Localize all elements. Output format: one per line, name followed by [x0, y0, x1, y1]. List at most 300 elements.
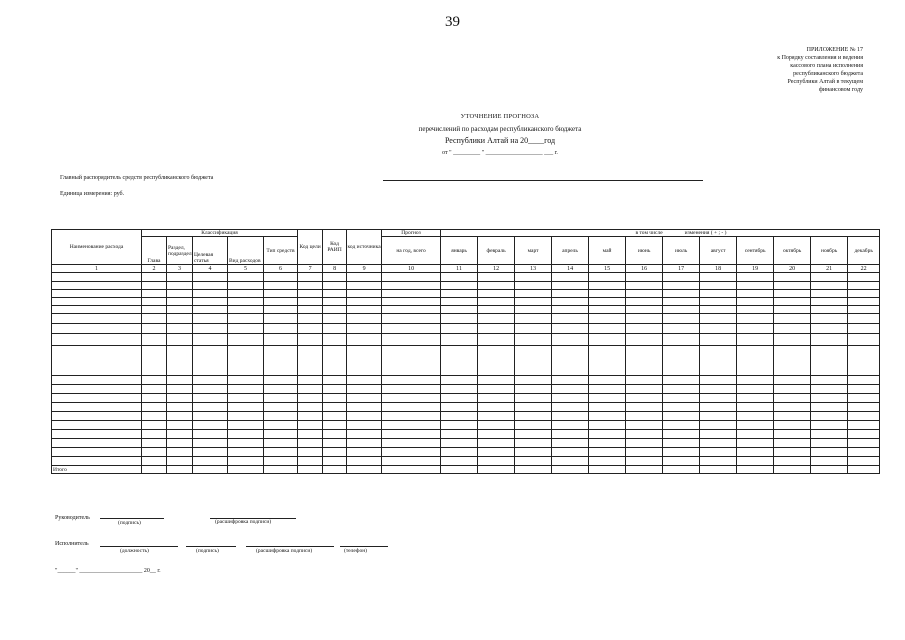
table-cell [589, 439, 626, 448]
table-cell [848, 403, 880, 412]
table-cell [811, 394, 848, 403]
table-cell [441, 290, 478, 298]
table-cell [264, 394, 298, 403]
table-cell [663, 290, 700, 298]
table-cell [515, 376, 552, 385]
table-cell [228, 334, 264, 346]
table-cell [626, 448, 663, 457]
table-cell [298, 448, 323, 457]
table-cell [626, 394, 663, 403]
table-cell [589, 298, 626, 306]
table-cell [811, 412, 848, 421]
table-cell [298, 282, 323, 290]
table-cell [515, 385, 552, 394]
table-cell [589, 430, 626, 439]
table-cell [552, 466, 589, 474]
table-cell [552, 376, 589, 385]
table-cell [478, 466, 515, 474]
table-cell [193, 466, 228, 474]
table-cell [515, 430, 552, 439]
table-cell [737, 385, 774, 394]
table-cell [142, 457, 167, 466]
table-cell [626, 290, 663, 298]
table-cell [811, 334, 848, 346]
column-number: 17 [663, 265, 700, 273]
appendix-line: кассового плана исполнения [790, 63, 863, 69]
total-label: Итого [52, 466, 142, 474]
column-number: 3 [167, 265, 193, 273]
table-cell [228, 385, 264, 394]
table-cell [142, 421, 167, 430]
table-cell [228, 298, 264, 306]
column-number: 2 [142, 265, 167, 273]
table-cell [323, 448, 347, 457]
table-cell [167, 403, 193, 412]
table-cell [700, 298, 737, 306]
table-cell [626, 298, 663, 306]
table-cell [382, 457, 441, 466]
table-cell [441, 282, 478, 290]
table-cell [700, 421, 737, 430]
table-cell [848, 306, 880, 314]
table-cell [142, 306, 167, 314]
table-cell [264, 457, 298, 466]
head-rassh-caption: (расшифровка подписи) [215, 519, 272, 525]
exec-rassh-line [246, 546, 334, 547]
table-cell [52, 412, 142, 421]
table-row [52, 439, 880, 448]
table-cell [589, 306, 626, 314]
table-cell [167, 306, 193, 314]
table-cell [347, 439, 382, 448]
table-cell [478, 439, 515, 448]
table-cell [737, 430, 774, 439]
table-cell [589, 394, 626, 403]
table-cell [347, 457, 382, 466]
table-cell [700, 394, 737, 403]
table-cell [663, 439, 700, 448]
table-cell [298, 412, 323, 421]
table-cell [811, 403, 848, 412]
table-cell [774, 324, 811, 334]
manager-label: Главный распорядитель средств республиканского бюджета [60, 175, 214, 181]
table-cell [848, 298, 880, 306]
table-cell [552, 282, 589, 290]
table-cell [663, 403, 700, 412]
column-number: 13 [515, 265, 552, 273]
table-cell [515, 282, 552, 290]
table-cell [264, 412, 298, 421]
column-number: 6 [264, 265, 298, 273]
table-cell [626, 403, 663, 412]
table-cell [848, 385, 880, 394]
table-cell [478, 430, 515, 439]
table-cell [626, 421, 663, 430]
table-cell [193, 298, 228, 306]
table-row [52, 298, 880, 306]
table-cell [700, 385, 737, 394]
table-cell [478, 298, 515, 306]
table-cell [700, 457, 737, 466]
table-cell [478, 385, 515, 394]
table-cell [848, 282, 880, 290]
table-cell [441, 306, 478, 314]
exec-podpis-line [186, 546, 236, 547]
table-cell [811, 385, 848, 394]
table-cell [193, 394, 228, 403]
table-cell [737, 448, 774, 457]
table-cell [382, 346, 441, 376]
title-line1: УТОЧНЕНИЕ ПРОГНОЗА [460, 113, 540, 120]
table-cell [382, 439, 441, 448]
table-cell [264, 421, 298, 430]
table-cell [228, 448, 264, 457]
table-cell [737, 334, 774, 346]
table-cell [515, 314, 552, 324]
table-cell [142, 385, 167, 394]
table-cell [382, 314, 441, 324]
head-podpis-caption: (подпись) [118, 520, 141, 526]
table-cell [552, 306, 589, 314]
table-cell [552, 314, 589, 324]
table-row [52, 412, 880, 421]
column-number: 14 [552, 265, 589, 273]
table-cell [298, 324, 323, 334]
appendix-note [743, 46, 863, 94]
table-cell [228, 412, 264, 421]
table-cell [663, 346, 700, 376]
exec-dolzh-line [100, 546, 178, 547]
table-cell [52, 394, 142, 403]
table-cell [515, 334, 552, 346]
column-number: 18 [700, 265, 737, 273]
header-month-nov: ноябрь [811, 237, 848, 265]
table-cell [552, 334, 589, 346]
table-cell [142, 394, 167, 403]
header-v-tom-chisle: в том числе [441, 230, 663, 237]
table-cell [626, 314, 663, 324]
table-cell [142, 403, 167, 412]
table-cell [167, 412, 193, 421]
table-cell [228, 314, 264, 324]
table-cell [774, 394, 811, 403]
table-cell [848, 394, 880, 403]
table-cell [298, 394, 323, 403]
head-sign-line [100, 518, 164, 519]
table-cell [478, 290, 515, 298]
table-cell [589, 314, 626, 324]
table-cell [441, 273, 478, 282]
table-cell [441, 448, 478, 457]
table-cell [193, 403, 228, 412]
table-row [52, 306, 880, 314]
title-line2: перечислений по расходам республиканского бюджета [418, 125, 582, 133]
exec-podpis-caption: (подпись) [196, 548, 219, 554]
table-cell [811, 448, 848, 457]
table-cell [167, 457, 193, 466]
table-cell [663, 385, 700, 394]
table-cell [323, 466, 347, 474]
table-cell [848, 324, 880, 334]
table-cell [774, 314, 811, 324]
table-cell [167, 273, 193, 282]
table-row [52, 273, 880, 282]
table-cell [848, 421, 880, 430]
table-cell [382, 298, 441, 306]
table-cell [193, 439, 228, 448]
table-cell [142, 324, 167, 334]
table-cell [347, 334, 382, 346]
table-cell [167, 376, 193, 385]
table-cell [52, 385, 142, 394]
table-cell [515, 403, 552, 412]
table-cell [515, 306, 552, 314]
table-cell [323, 298, 347, 306]
table-cell [774, 412, 811, 421]
table-cell [589, 403, 626, 412]
column-number: 4 [193, 265, 228, 273]
table-cell [848, 334, 880, 346]
table-cell [142, 273, 167, 282]
table-cell [323, 334, 347, 346]
table-cell [52, 421, 142, 430]
table-cell [298, 298, 323, 306]
header-na-god: на год, всего [382, 237, 441, 265]
table-cell [347, 385, 382, 394]
table-cell [52, 346, 142, 376]
header-month-apr: апрель [552, 237, 589, 265]
table-cell [193, 273, 228, 282]
table-cell [167, 282, 193, 290]
table-cell [478, 394, 515, 403]
table-cell [515, 457, 552, 466]
table-cell [441, 466, 478, 474]
table-cell [347, 403, 382, 412]
table-cell [515, 346, 552, 376]
table-cell [264, 306, 298, 314]
table-cell [347, 314, 382, 324]
table-cell [848, 346, 880, 376]
table-row [52, 324, 880, 334]
table-cell [552, 394, 589, 403]
table-cell [167, 385, 193, 394]
table-cell [228, 376, 264, 385]
table-cell [589, 334, 626, 346]
table-cell [142, 412, 167, 421]
header-month-sep: сентябрь [737, 237, 774, 265]
forecast-table [51, 229, 880, 474]
table-cell [298, 376, 323, 385]
table-cell [774, 403, 811, 412]
table-cell [323, 314, 347, 324]
table-cell [264, 448, 298, 457]
table-cell [515, 448, 552, 457]
table-cell [478, 334, 515, 346]
table-cell [663, 273, 700, 282]
table-cell [811, 376, 848, 385]
header-month-jul: июль [663, 237, 700, 265]
table-cell [298, 430, 323, 439]
table-cell [774, 346, 811, 376]
column-number: 5 [228, 265, 264, 273]
table-cell [142, 290, 167, 298]
table-cell [589, 324, 626, 334]
table-cell [228, 403, 264, 412]
table-cell [478, 421, 515, 430]
table-cell [264, 466, 298, 474]
table-cell [478, 376, 515, 385]
table-cell [298, 273, 323, 282]
column-number: 9 [347, 265, 382, 273]
table-cell [774, 290, 811, 298]
table-cell [441, 314, 478, 324]
table-cell [382, 448, 441, 457]
table-cell [663, 334, 700, 346]
table-cell [228, 394, 264, 403]
table-cell [323, 306, 347, 314]
table-cell [552, 346, 589, 376]
table-cell [774, 457, 811, 466]
table-cell [193, 412, 228, 421]
table-cell [700, 273, 737, 282]
unit-label: Единица измерения: руб. [60, 191, 125, 197]
table-cell [700, 314, 737, 324]
table-cell [347, 376, 382, 385]
table-cell [298, 421, 323, 430]
table-cell [478, 457, 515, 466]
table-cell [264, 334, 298, 346]
table-cell [228, 306, 264, 314]
table-cell [589, 466, 626, 474]
table-cell [347, 346, 382, 376]
table-cell [441, 385, 478, 394]
table-cell [811, 346, 848, 376]
table-cell [441, 421, 478, 430]
table-cell [626, 385, 663, 394]
table-cell [589, 346, 626, 376]
header-month-jun: июнь [626, 237, 663, 265]
table-cell [848, 412, 880, 421]
table-cell [323, 439, 347, 448]
table-cell [193, 324, 228, 334]
column-number: 20 [774, 265, 811, 273]
table-cell [552, 290, 589, 298]
table-cell [298, 466, 323, 474]
table-cell [774, 385, 811, 394]
table-cell [626, 282, 663, 290]
table-cell [441, 394, 478, 403]
table-cell [193, 376, 228, 385]
table-cell [552, 403, 589, 412]
table-cell [552, 412, 589, 421]
table-cell [737, 376, 774, 385]
table-cell [552, 298, 589, 306]
table-cell [626, 306, 663, 314]
table-cell [228, 273, 264, 282]
table-cell [552, 430, 589, 439]
table-cell [298, 334, 323, 346]
table-cell [737, 298, 774, 306]
table-cell [737, 290, 774, 298]
table-cell [264, 430, 298, 439]
table-cell [737, 421, 774, 430]
table-cell [382, 306, 441, 314]
table-cell [848, 314, 880, 324]
header-vid: Вид расходов [228, 237, 264, 265]
table-cell [193, 385, 228, 394]
table-cell [52, 273, 142, 282]
column-number: 7 [298, 265, 323, 273]
table-cell [347, 290, 382, 298]
table-cell [298, 290, 323, 298]
header-prognoz: Прогноз [382, 230, 441, 237]
title-line4: от " _________ " ___________________ ___ г. [442, 150, 558, 156]
table-cell [589, 448, 626, 457]
appendix-line: республиканского бюджета [793, 71, 863, 77]
table-cell [811, 306, 848, 314]
table-cell [700, 306, 737, 314]
table-cell [515, 298, 552, 306]
table-cell [589, 376, 626, 385]
table-cell [167, 430, 193, 439]
table-cell [52, 290, 142, 298]
table-cell [323, 430, 347, 439]
table-cell [323, 324, 347, 334]
header-razdel: Раздел, подраздел [167, 237, 193, 265]
table-cell [626, 324, 663, 334]
table-cell [848, 457, 880, 466]
table-cell [193, 306, 228, 314]
table-cell [441, 334, 478, 346]
table-cell [323, 394, 347, 403]
table-cell [774, 466, 811, 474]
table-row [52, 282, 880, 290]
table-cell [811, 298, 848, 306]
table-cell [193, 290, 228, 298]
table-cell [626, 334, 663, 346]
table-row [52, 421, 880, 430]
table-cell [478, 273, 515, 282]
table-cell [167, 421, 193, 430]
table-cell [323, 421, 347, 430]
table-cell [142, 439, 167, 448]
table-cell [142, 298, 167, 306]
table-cell [811, 290, 848, 298]
header-tip: Тип средств [264, 237, 298, 265]
table-cell [663, 324, 700, 334]
table-row [52, 376, 880, 385]
table-cell [142, 430, 167, 439]
table-cell [737, 346, 774, 376]
table-cell [737, 466, 774, 474]
table-cell [737, 457, 774, 466]
column-number: 8 [323, 265, 347, 273]
table-cell [589, 457, 626, 466]
table-cell [52, 403, 142, 412]
table-cell [515, 466, 552, 474]
table-cell [382, 466, 441, 474]
header-kod-raip: Код РАИП [323, 230, 347, 265]
table-cell [774, 421, 811, 430]
header-month-dec: декабрь [848, 237, 880, 265]
table-cell [552, 324, 589, 334]
table-cell [441, 430, 478, 439]
table-cell [167, 346, 193, 376]
appendix-line: к Порядку составления и ведения [777, 55, 863, 61]
table-cell [193, 334, 228, 346]
table-cell [848, 448, 880, 457]
table-cell [441, 376, 478, 385]
